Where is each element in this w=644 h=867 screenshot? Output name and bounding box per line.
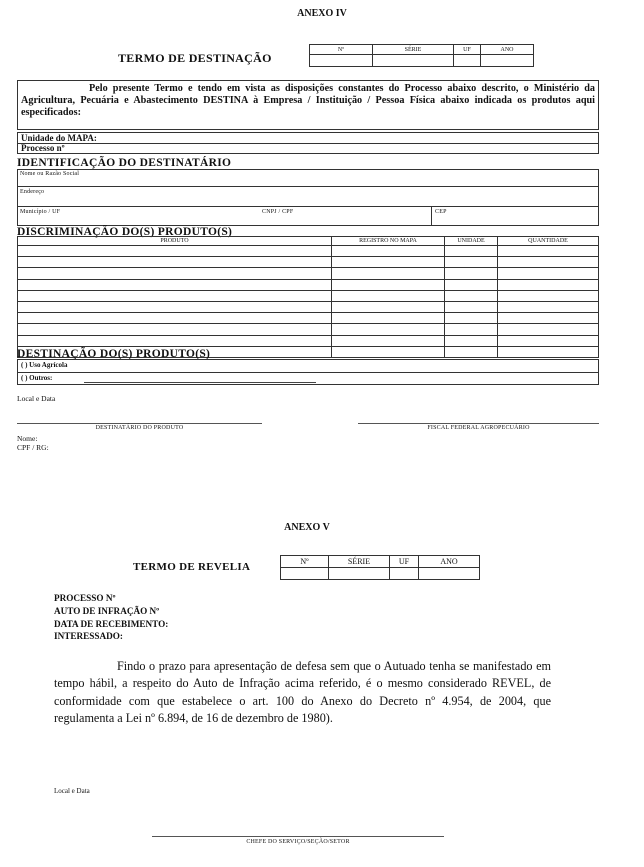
product-cell[interactable]: [445, 246, 498, 257]
col-registry: REGISTRO NO MAPA: [332, 237, 445, 246]
product-cell[interactable]: [332, 335, 445, 346]
field-receipt-date: DATA DE RECEBIMENTO:: [54, 618, 169, 629]
annex5-number-grid: [280, 555, 480, 580]
product-cell[interactable]: [332, 301, 445, 312]
other-blank-line[interactable]: [84, 382, 316, 383]
product-cell[interactable]: [498, 301, 599, 312]
revelia-fields: [54, 592, 168, 643]
grid-header-uf: UF: [454, 45, 481, 55]
annex4-number-grid: [309, 44, 534, 67]
destination-form-title: TERMO DE DESTINAÇÃO: [118, 51, 272, 65]
product-cell[interactable]: [332, 268, 445, 279]
product-cell[interactable]: [445, 335, 498, 346]
destination-box: [17, 359, 599, 385]
product-cell[interactable]: [498, 257, 599, 268]
product-cell[interactable]: [18, 246, 332, 257]
place-date-label: Local e Data: [17, 394, 56, 403]
process-label: Processo nº: [21, 143, 65, 153]
grid-header-year: ANO: [481, 45, 534, 55]
field-infraction-number: AUTO DE INFRAÇÃO Nº: [54, 605, 160, 616]
product-row[interactable]: [18, 313, 599, 324]
product-cell[interactable]: [445, 290, 498, 301]
products-section-title: DISCRIMINAÇÃO DO(S) PRODUTO(S): [17, 226, 233, 238]
grid-header-series: SÉRIE: [373, 45, 454, 55]
product-cell[interactable]: [332, 290, 445, 301]
product-cell[interactable]: [498, 279, 599, 290]
grid5-cell-year[interactable]: [419, 568, 480, 580]
product-row[interactable]: [18, 335, 599, 346]
product-cell[interactable]: [498, 290, 599, 301]
product-cell[interactable]: [445, 313, 498, 324]
grid5-header-number: Nº: [281, 556, 329, 568]
fiscal-signature-label: FISCAL FEDERAL AGROPECUÁRIO: [427, 425, 530, 431]
product-cell[interactable]: [332, 324, 445, 335]
product-cell[interactable]: [18, 279, 332, 290]
name-field: Nome:: [17, 434, 38, 443]
product-cell[interactable]: [332, 257, 445, 268]
destination-section-title: DESTINAÇÃO DO(S) PRODUTO(S): [17, 348, 211, 360]
product-cell[interactable]: [445, 268, 498, 279]
product-row[interactable]: [18, 301, 599, 312]
field-interested: INTERESSADO:: [54, 631, 123, 642]
grid-cell-number[interactable]: [310, 55, 373, 67]
chief-signature-label: CHEFE DO SERVIÇO/SEÇÃO/SETOR: [246, 839, 350, 845]
product-cell[interactable]: [498, 313, 599, 324]
cep-label: CEP: [435, 209, 447, 215]
intro-box: [17, 80, 599, 130]
product-row[interactable]: [18, 257, 599, 268]
name-label: Nome ou Razão Social: [20, 171, 80, 177]
product-row[interactable]: [18, 290, 599, 301]
product-cell[interactable]: [498, 324, 599, 335]
product-cell[interactable]: [18, 324, 332, 335]
grid-cell-series[interactable]: [373, 55, 454, 67]
address-label: Endereço: [20, 189, 45, 195]
grid5-cell-uf[interactable]: [390, 568, 419, 580]
grid5-cell-number[interactable]: [281, 568, 329, 580]
annex5-title: ANEXO V: [284, 522, 330, 533]
col-unit: UNIDADE: [445, 237, 498, 246]
annex5-place-date: Local e Data: [54, 787, 90, 795]
option-agricultural[interactable]: ( ) Uso Agrícola: [21, 361, 68, 369]
product-cell[interactable]: [18, 301, 332, 312]
product-cell[interactable]: [445, 324, 498, 335]
unit-process-box: [17, 132, 599, 154]
product-cell[interactable]: [18, 290, 332, 301]
col-product: PRODUTO: [18, 237, 332, 246]
city-label: Município / UF: [20, 209, 61, 215]
revelia-form-title: TERMO DE REVELIA: [133, 561, 251, 573]
recipient-section-title: IDENTIFICAÇÃO DO DESTINATÁRIO: [17, 157, 232, 169]
grid5-header-year: ANO: [419, 556, 480, 568]
col-quantity: QUANTIDADE: [498, 237, 599, 246]
grid-cell-uf[interactable]: [454, 55, 481, 67]
product-row[interactable]: [18, 279, 599, 290]
intro-text: Pelo presente Termo e tendo em vista as disposições constantes do Processo abaixo descrito, o Ministério da Agricultura, Pecuária e Abastecimento DESTINA à Empresa / Instituição / Pessoa Física abaixo indicada os produtos aqui especificados:: [21, 83, 595, 118]
product-row[interactable]: [18, 268, 599, 279]
recipient-box: [17, 169, 599, 226]
fiscal-signature-line[interactable]: [358, 423, 599, 424]
product-cell[interactable]: [498, 335, 599, 346]
unit-label: Unidade do MAPA:: [21, 133, 97, 143]
product-cell[interactable]: [445, 301, 498, 312]
grid5-cell-series[interactable]: [329, 568, 390, 580]
product-cell[interactable]: [445, 279, 498, 290]
recipient-signature-label: DESTINATÁRIO DO PRODUTO: [95, 425, 184, 431]
grid-cell-year[interactable]: [481, 55, 534, 67]
product-cell[interactable]: [332, 246, 445, 257]
product-cell[interactable]: [445, 257, 498, 268]
product-cell[interactable]: [498, 246, 599, 257]
product-cell[interactable]: [332, 279, 445, 290]
product-cell[interactable]: [18, 268, 332, 279]
product-cell[interactable]: [498, 268, 599, 279]
product-row[interactable]: [18, 324, 599, 335]
product-cell[interactable]: [332, 313, 445, 324]
grid-header-number: Nº: [310, 45, 373, 55]
product-cell[interactable]: [445, 346, 498, 357]
grid5-header-series: SÉRIE: [329, 556, 390, 568]
product-row[interactable]: [18, 246, 599, 257]
product-cell[interactable]: [18, 335, 332, 346]
product-cell[interactable]: [332, 346, 445, 357]
product-cell[interactable]: [18, 313, 332, 324]
cnpj-label: CNPJ / CPF: [262, 209, 294, 215]
recipient-signature-line[interactable]: [17, 423, 262, 424]
revelia-body-text: Findo o prazo para apresentação de defesa sem que o Autuado tenha se manifestado em tempo hábil, a respeito do Auto de Infração acima referido, é o mesmo considerado REVEL, de conformidade com que estabelece o art. 100 do Anexo do Decreto nº 4.954, de 2004, que regulamenta a Lei nº 6.894, de 16 de dezembro de 1980).: [54, 659, 551, 725]
product-cell[interactable]: [498, 346, 599, 357]
cpf-field: CPF / RG:: [17, 443, 49, 452]
product-cell[interactable]: [18, 257, 332, 268]
field-process-number: PROCESSO Nº: [54, 593, 116, 603]
annex4-title: ANEXO IV: [297, 8, 347, 19]
chief-signature-line[interactable]: [152, 836, 444, 837]
option-other[interactable]: ( ) Outros:: [21, 374, 53, 382]
products-table: [17, 236, 599, 358]
grid5-header-uf: UF: [390, 556, 419, 568]
